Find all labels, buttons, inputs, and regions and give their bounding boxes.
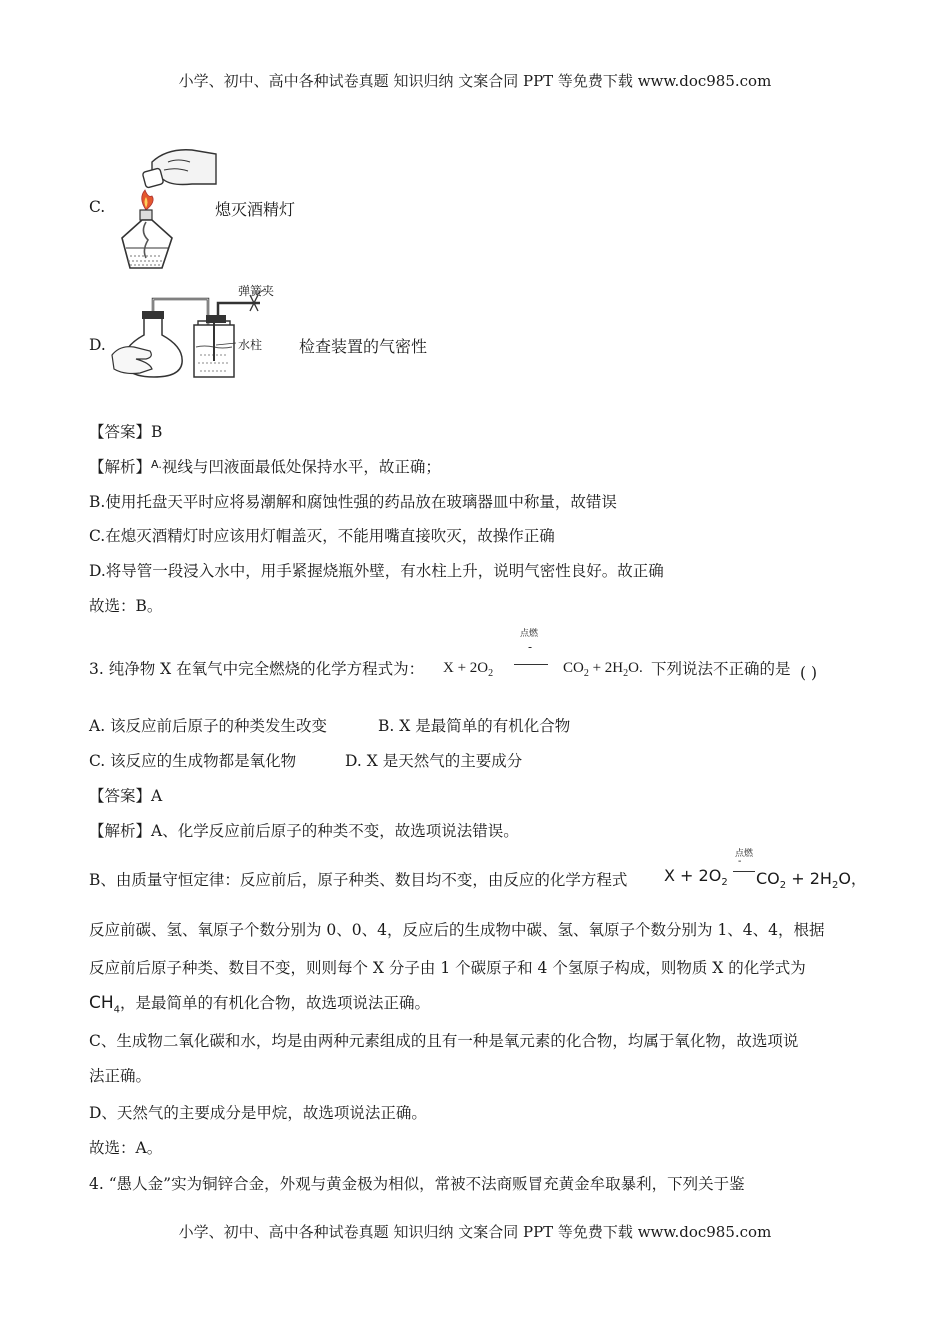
analysis-a-text: 视线与凹液面最低处保持水平，故正确； [161,458,441,476]
q3-analysis-b1: B、由质量守恒定律：反应前后，原子种类、数目均不变，由反应的化学方程式 [89,871,628,889]
q3-answer: 【答案】A [89,787,163,805]
q3-eq2-rhs: $CO_2 + 2H_2O$， [756,869,867,892]
eq-h: + 2H [588,660,624,676]
q3-paren: ( ) [800,664,818,682]
q3-analysis-b4 [89,991,430,1015]
eq-arrow-line [514,664,548,665]
option-d-letter: D. [89,336,106,354]
q3-analysis-c1: C、生成物二氧化碳和水，均是由两种元素组成的且有一种是氧元素的化合物，均属于氧化物，故选项说 [89,1032,799,1050]
label-spring-clamp: 弹簧夹 [238,284,275,298]
eq-dash-mark: - [528,640,533,654]
q2-analysis-a [89,455,441,477]
q3-analysis-b3: 反应前后原子种类、数目不变，则则每个 X 分子由 1 个碳原子和 4 个氢原子构成，则物质 X 的化学式为 [89,959,806,977]
eq2-lhs: X + 2O [664,866,722,885]
analysis-label: 【解析】 [89,458,152,476]
eq-lhs: X + 2O [443,660,489,676]
label-water-column: 水柱 [238,338,263,352]
eq2-co: CO [756,869,780,888]
eq2-h: + 2H [786,869,832,888]
analysis-b4-text: ，是最简单的有机化合物，故选项说法正确。 [120,994,431,1012]
eq2-dash-mark: - [738,856,742,867]
q3-eq2-lhs: $X + 2O_2$ [664,866,728,889]
eq2-arrow-line [733,871,755,872]
q3-eq-lhs: $X + 2O_2$ [443,660,494,679]
ch4-formula: $CH_4$ [89,993,121,1016]
q3-eq-condition: 点燃 [520,629,539,639]
q3-option-c: C. 该反应的生成物都是氧化物 [89,752,297,770]
q3-eq2-condition: 点燃 [735,849,754,859]
q4-stem: 4. “愚人金”实为铜锌合金，外观与黄金极为相似，常被不法商贩冒充黄金牟取暴利，下列关于鉴 [89,1175,745,1193]
q3-option-b: B. X 是最简单的有机化合物 [378,717,571,735]
q3-analysis-b2: 反应前碳、氢、氧原子个数分别为 0、0、4，反应后的生成物中碳、氢、氧原子个数分别为 1、4、4，根据 [89,921,825,939]
option-c-text: 熄灭酒精灯 [215,200,296,219]
q3-choice: 故选：A。 [89,1139,163,1157]
q3-option-d: D. X 是天然气的主要成分 [345,752,523,770]
q3-option-a: A. 该反应前后原子的种类发生改变 [89,717,328,735]
option-c-letter: C. [89,198,106,216]
q3-eq-rhs: $CO_2 + 2H_2O$. [563,660,643,679]
eq-o: O. [628,660,643,676]
option-d-text: 检查装置的气密性 [299,337,428,356]
q2-analysis-b: B.使用托盘天平时应将易潮解和腐蚀性强的药品放在玻璃器皿中称量，故错误 [89,493,617,511]
q2-choice: 故选：B。 [89,597,163,615]
analysis-a-letter: A. [151,458,162,471]
q3-stem-tail: 下列说法不正确的是 [651,660,791,678]
alcohol-lamp-illustration [112,140,222,270]
ch4-text: CH [89,993,114,1013]
eq-co: CO [563,660,584,676]
q2-analysis-d: D.将导管一段浸入水中，用手紧握烧瓶外壁，有水柱上升，说明气密性良好。故正确 [89,562,664,580]
q3-analysis-c2: 法正确。 [89,1067,152,1085]
airtightness-apparatus-illustration [110,285,300,380]
q3-stem: 3. 纯净物 X 在氧气中完全燃烧的化学方程式为： [89,660,425,678]
q2-answer: 【答案】B [89,423,163,441]
q3-analysis-d: D、天然气的主要成分是甲烷，故选项说法正确。 [89,1104,427,1122]
page-header: 小学、初中、高中各种试卷真题 知识归纳 文案合同 PPT 等免费下载 www.doc985.com [178,72,772,90]
page-footer: 小学、初中、高中各种试卷真题 知识归纳 文案合同 PPT 等免费下载 www.doc985.com [178,1223,772,1241]
q2-analysis-c: C.在熄灭酒精灯时应该用灯帽盖灭，不能用嘴直接吹灭，故操作正确 [89,527,555,545]
eq2-o: O， [838,869,867,888]
q3-analysis-a: 【解析】A、化学反应前后原子的种类不变，故选项说法错误。 [89,822,519,840]
